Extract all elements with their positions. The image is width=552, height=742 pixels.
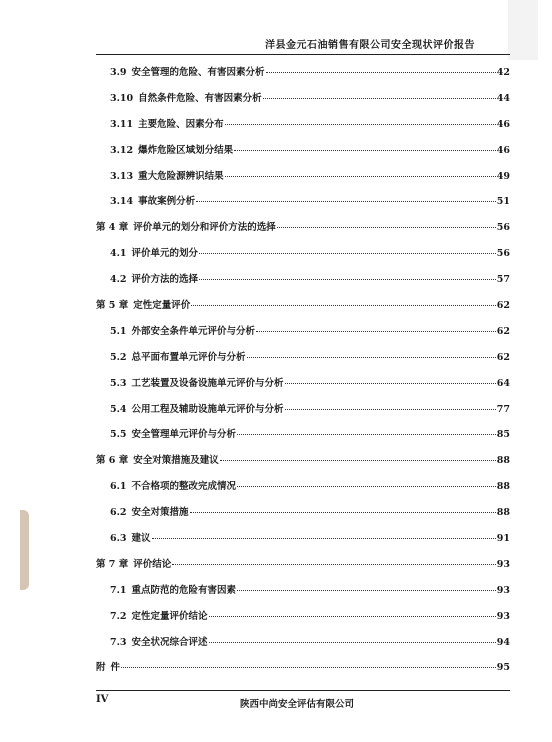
toc-entry-page: 57 xyxy=(496,274,510,286)
toc-entry-title: 建议 xyxy=(131,533,151,545)
toc-entry-page: 56 xyxy=(496,222,510,234)
toc-entry-title: 安全管理单元评价与分析 xyxy=(131,429,237,441)
toc-entry-number: 7.3 xyxy=(110,636,127,648)
toc-entry-number: 第 7 章 xyxy=(96,558,129,570)
dot-leader xyxy=(277,227,496,228)
toc-entry-page: 46 xyxy=(496,144,510,156)
dot-leader xyxy=(225,176,496,177)
toc-entry-title: 工艺装置及设备设施单元评价与分析 xyxy=(131,377,284,389)
toc-entry-number: 5.5 xyxy=(110,429,127,441)
toc-entry-page: 44 xyxy=(496,92,510,104)
toc-entry-page: 77 xyxy=(496,403,510,415)
toc-entry-page: 93 xyxy=(496,558,510,570)
dot-leader xyxy=(190,512,496,513)
toc-entry-page: 85 xyxy=(496,429,510,441)
toc-entry-number: 5.2 xyxy=(110,351,127,363)
toc-entry-page: 62 xyxy=(496,351,510,363)
toc-entry-title: 重点防范的危险有害因素 xyxy=(131,584,237,596)
toc-chapter-entry xyxy=(96,297,510,323)
dot-leader xyxy=(237,486,496,487)
page-number-roman: IV xyxy=(96,694,109,705)
table-of-contents xyxy=(96,64,510,685)
toc-entry-number: 7.2 xyxy=(110,610,127,622)
toc-entry-title: 评价单元的划分 xyxy=(131,248,199,260)
toc-entry-number: 3.14 xyxy=(110,196,134,208)
dot-leader xyxy=(237,434,496,435)
toc-section-entry xyxy=(96,608,510,634)
toc-section-entry xyxy=(96,375,510,401)
toc-section-entry xyxy=(96,271,510,297)
toc-entry-title: 评价结论 xyxy=(133,558,172,570)
toc-entry-title: 安全状况综合评述 xyxy=(131,636,208,648)
dot-leader xyxy=(256,331,496,332)
toc-entry-page: 95 xyxy=(496,662,510,674)
toc-entry-title: 评价单元的划分和评价方法的选择 xyxy=(133,222,276,234)
binding-edge xyxy=(20,510,29,590)
toc-entry-title: 自然条件危险、有害因素分析 xyxy=(138,92,262,104)
toc-section-entry xyxy=(96,504,510,530)
dot-leader xyxy=(225,124,496,125)
toc-entry-number: 5.1 xyxy=(110,325,127,337)
toc-entry-page: 91 xyxy=(496,533,510,545)
toc-section-entry xyxy=(96,634,510,660)
toc-entry-number: 7.1 xyxy=(110,584,127,596)
toc-entry-number: 5.3 xyxy=(110,377,127,389)
dot-leader xyxy=(263,98,496,99)
toc-entry-page: 93 xyxy=(496,584,510,596)
footer-rule xyxy=(96,690,510,691)
toc-entry-title: 外部安全条件单元评价与分析 xyxy=(131,325,256,337)
toc-entry-number: 4.1 xyxy=(110,248,127,260)
toc-entry-page: 88 xyxy=(496,507,510,519)
toc-entry-page: 42 xyxy=(496,67,510,78)
toc-entry-page: 62 xyxy=(496,325,510,337)
dot-leader xyxy=(199,253,496,254)
toc-entry-number: 3.9 xyxy=(110,67,127,78)
toc-entry-page: 62 xyxy=(496,300,510,312)
toc-entry-page: 88 xyxy=(496,455,510,467)
footer-company: 陕西中尚安全评估有限公司 xyxy=(240,699,355,710)
toc-entry-number: 4.2 xyxy=(110,274,127,286)
dot-leader xyxy=(237,590,496,591)
dot-leader xyxy=(285,383,496,384)
dot-leader xyxy=(199,279,496,280)
toc-entry-title: 安全对策措施 xyxy=(131,507,189,519)
toc-entry-title: 安全对策措施及建议 xyxy=(133,455,219,467)
toc-entry-title: 总平面布置单元评价与分析 xyxy=(131,351,246,363)
toc-section-entry xyxy=(96,64,510,90)
toc-entry-title: 定性定量评价 xyxy=(133,300,191,312)
toc-entry-page: 49 xyxy=(496,170,510,182)
toc-entry-number: 第 4 章 xyxy=(96,222,129,234)
toc-entry-number: 3.13 xyxy=(110,170,134,182)
dot-leader xyxy=(209,616,496,617)
toc-entry-title: 事故案例分析 xyxy=(138,196,196,208)
toc-section-entry xyxy=(96,401,510,427)
toc-section-entry xyxy=(96,245,510,271)
dot-leader xyxy=(285,409,496,410)
toc-section-entry xyxy=(96,116,510,142)
toc-section-entry xyxy=(96,193,510,219)
dot-leader xyxy=(152,538,496,539)
toc-entry-title: 评价方法的选择 xyxy=(131,274,199,286)
toc-section-entry xyxy=(96,349,510,375)
toc-chapter-entry xyxy=(96,659,510,685)
toc-entry-title: 定性定量评价结论 xyxy=(131,610,208,622)
dot-leader xyxy=(209,642,496,643)
toc-section-entry xyxy=(96,582,510,608)
toc-section-entry xyxy=(96,168,510,194)
toc-entry-title: 重大危险源辨识结果 xyxy=(138,170,224,182)
toc-section-entry xyxy=(96,90,510,116)
toc-entry-number: 3.12 xyxy=(110,144,134,156)
toc-section-entry xyxy=(96,478,510,504)
toc-section-entry xyxy=(96,323,510,349)
dot-leader xyxy=(266,72,496,73)
toc-entry-page: 94 xyxy=(496,636,510,648)
toc-entry-title: 不合格项的整改完成情况 xyxy=(131,481,237,493)
dot-leader xyxy=(172,564,496,565)
toc-entry-number: 3.11 xyxy=(110,118,134,130)
toc-entry-number: 6.3 xyxy=(110,533,127,545)
toc-chapter-entry xyxy=(96,556,510,582)
page-corner-shadow xyxy=(508,0,538,60)
toc-chapter-entry xyxy=(96,219,510,245)
toc-section-entry xyxy=(96,530,510,556)
toc-entry-number: 第 5 章 xyxy=(96,300,129,312)
toc-entry-number: 6.1 xyxy=(110,481,127,493)
dot-leader xyxy=(234,150,496,151)
toc-entry-title: 安全管理的危险、有害因素分析 xyxy=(131,67,265,78)
toc-entry-number: 5.4 xyxy=(110,403,127,415)
dot-leader xyxy=(220,460,496,461)
toc-entry-number: 3.10 xyxy=(110,92,134,104)
dot-leader xyxy=(121,667,496,668)
toc-entry-number: 6.2 xyxy=(110,507,127,519)
toc-entry-page: 56 xyxy=(496,248,510,260)
dot-leader xyxy=(196,201,496,202)
toc-chapter-entry xyxy=(96,452,510,478)
toc-section-entry xyxy=(96,426,510,452)
toc-entry-title: 爆炸危险区域划分结果 xyxy=(138,144,234,156)
toc-entry-number: 附 xyxy=(96,662,106,674)
toc-entry-number: 第 6 章 xyxy=(96,455,129,467)
running-header-title: 洋县金元石油销售有限公司安全现状评价报告 xyxy=(265,40,475,51)
toc-entry-page: 64 xyxy=(496,377,510,389)
toc-section-entry xyxy=(96,142,510,168)
toc-entry-page: 46 xyxy=(496,118,510,130)
toc-entry-page: 51 xyxy=(496,196,510,208)
dot-leader xyxy=(247,357,496,358)
toc-entry-title: 件 xyxy=(110,662,121,674)
toc-entry-page: 88 xyxy=(496,481,510,493)
toc-entry-title: 主要危险、因素分布 xyxy=(138,118,224,130)
header-rule xyxy=(96,54,510,55)
toc-entry-title: 公用工程及辅助设施单元评价与分析 xyxy=(131,403,284,415)
dot-leader xyxy=(191,305,496,306)
toc-entry-page: 93 xyxy=(496,610,510,622)
